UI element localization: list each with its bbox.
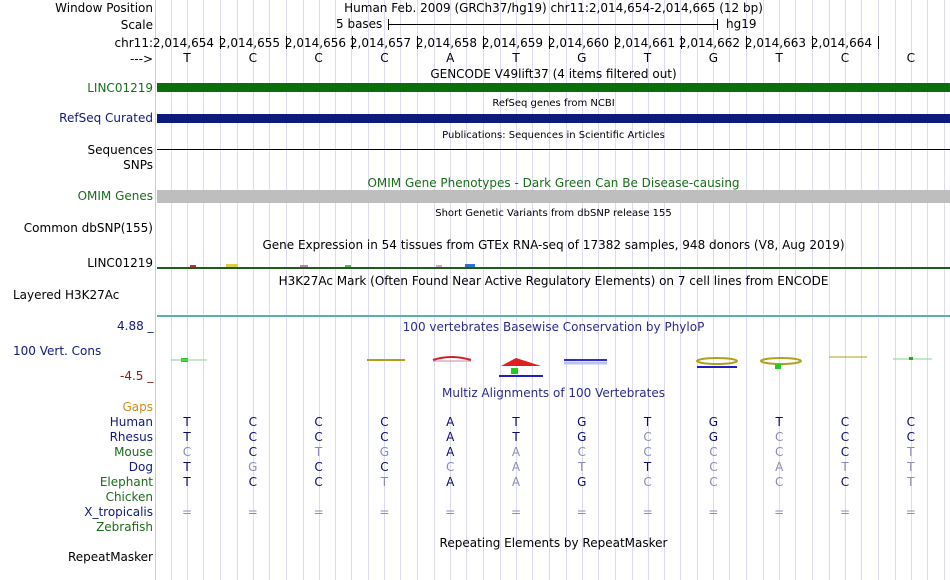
alignment-base: A: [446, 430, 455, 444]
gencode-feature-bar[interactable]: [157, 83, 950, 92]
scale-bar: [388, 24, 718, 25]
alignment-base: G: [577, 475, 587, 489]
species-label[interactable]: Elephant: [99, 475, 153, 489]
alignment-base: T: [643, 460, 652, 474]
species-label[interactable]: Chicken: [105, 490, 153, 504]
species-label[interactable]: Zebrafish: [96, 520, 153, 534]
repeatmasker-label[interactable]: RepeatMasker: [67, 550, 153, 564]
coordinate-label: 2,014,654: [152, 36, 214, 50]
alignment-base: T: [183, 475, 191, 489]
dna-base: T: [183, 51, 191, 65]
snps-label[interactable]: SNPs: [123, 158, 153, 172]
coordinate-label: 2,014,656: [284, 36, 346, 50]
alignment-base: C: [380, 430, 389, 444]
alignment-base: =: [905, 505, 916, 519]
phylop-value-mark: [433, 357, 471, 360]
repeatmasker-track-title[interactable]: Repeating Elements by RepeatMasker: [439, 536, 668, 550]
scale-bar-right-tick: [717, 19, 718, 30]
omim-track-title[interactable]: OMIM Gene Phenotypes - Dark Green Can Be Disease-causing: [367, 176, 740, 190]
alignment-base: C: [248, 445, 257, 459]
alignment-base: T: [183, 415, 191, 429]
alignment-base: T: [907, 445, 915, 459]
scale-bar-left-tick: [388, 19, 389, 30]
window-position-label: Window Position: [55, 1, 153, 15]
alignment-base: =: [313, 505, 324, 519]
alignment-base: T: [380, 475, 389, 489]
dna-base: T: [775, 51, 783, 65]
species-label[interactable]: Mouse: [114, 445, 153, 459]
dna-base: C: [840, 51, 850, 65]
alignment-base: T: [907, 460, 915, 474]
alignment-base: =: [445, 505, 456, 519]
phylop-value-mark: [761, 358, 801, 364]
species-label[interactable]: Dog: [128, 460, 153, 474]
alignment-base: G: [577, 430, 587, 444]
alignment-base: C: [774, 445, 784, 459]
position-header: Human Feb. 2009 (GRCh37/hg19) chr11:2,014,654-2,014,665 (12 bp): [344, 1, 763, 15]
gtex-track-title[interactable]: Gene Expression in 54 tissues from GTEx RNA-seq of 17382 samples, 948 donors (V8, Aug 2019): [262, 238, 845, 252]
gtex-item-label[interactable]: LINC01219: [87, 256, 153, 270]
gaps-label: Gaps: [122, 400, 153, 414]
dna-base: A: [446, 51, 455, 65]
coordinate-label: 2,014,663: [744, 36, 806, 50]
alignment-base: A: [511, 445, 521, 459]
scale-label: Scale: [120, 18, 153, 32]
phylop-value-mark: [511, 368, 518, 374]
alignment-base: A: [446, 445, 455, 459]
alignment-base: C: [445, 460, 455, 474]
alignment-base: C: [709, 460, 718, 474]
alignment-base: C: [840, 475, 850, 489]
dna-base: T: [643, 51, 652, 65]
gencode-track-title[interactable]: GENCODE V49lift37 (4 items filtered out): [430, 67, 677, 81]
alignment-base: T: [512, 415, 520, 429]
alignment-base: T: [183, 430, 191, 444]
coordinate-label: 2,014,659: [481, 36, 543, 50]
alignment-base: C: [380, 460, 389, 474]
coordinate-label: 2,014,655: [218, 36, 280, 50]
coordinate-tick: [878, 36, 879, 49]
label-divider: [155, 0, 156, 580]
gencode-item-label[interactable]: LINC01219: [87, 81, 153, 95]
alignment-base: =: [181, 505, 193, 519]
dna-base: C: [380, 51, 389, 65]
alignment-base: C: [182, 445, 192, 459]
alignment-base: C: [840, 415, 850, 429]
alignment-base: T: [578, 460, 586, 474]
assembly-text: hg19: [726, 17, 757, 31]
dna-base: T: [512, 51, 520, 65]
phylop-track-title[interactable]: 100 vertebrates Basewise Conservation by PhyloP: [402, 320, 705, 334]
alignment-base: C: [774, 475, 784, 489]
coordinate-label: 2,014,664: [810, 36, 872, 50]
vert-cons-label[interactable]: 100 Vert. Cons: [13, 344, 102, 358]
alignment-base: C: [248, 415, 257, 429]
refseq-label[interactable]: RefSeq Curated: [59, 111, 153, 125]
alignment-base: C: [709, 475, 718, 489]
multiz-track-title[interactable]: Multiz Alignments of 100 Vertebrates: [441, 386, 666, 400]
refseq-feature-bar[interactable]: [157, 114, 950, 123]
alignment-base: C: [709, 445, 718, 459]
alignment-base: C: [314, 460, 323, 474]
coordinate-label: 2,014,662: [678, 36, 740, 50]
alignment-base: T: [775, 415, 783, 429]
dbsnp-track-title[interactable]: Short Genetic Variants from dbSNP release 155: [435, 208, 672, 219]
phylop-signal: [157, 340, 950, 385]
refseq-track-title[interactable]: RefSeq genes from NCBI: [492, 98, 615, 109]
sequences-label[interactable]: Sequences: [87, 143, 153, 157]
alignment-base: A: [511, 460, 521, 474]
alignment-base: C: [643, 445, 652, 459]
alignment-base: C: [314, 430, 323, 444]
alignment-base: =: [247, 505, 258, 519]
phylop-value-mark: [775, 364, 781, 369]
alignment-base: T: [643, 415, 652, 429]
phylop-value-mark: [501, 358, 541, 366]
phylop-value-mark: [909, 357, 913, 360]
alignment-base: G: [577, 415, 587, 429]
alignment-base: T: [841, 460, 849, 474]
alignment-base: G: [708, 430, 719, 444]
alignment-base: =: [839, 505, 851, 519]
dna-base: C: [248, 51, 257, 65]
alignment-base: C: [840, 430, 850, 444]
omim-feature-bar[interactable]: [157, 190, 950, 203]
alignment-base: G: [708, 415, 719, 429]
alignment-base: G: [248, 460, 258, 474]
coordinate-label: 2,014,658: [415, 36, 477, 50]
omim-genes-label[interactable]: OMIM Genes: [77, 189, 153, 203]
phylop-value-mark: [697, 358, 737, 364]
dna-base: G: [577, 51, 587, 65]
alignment-base: C: [906, 430, 915, 444]
chr-label: chr11:: [114, 36, 153, 50]
alignment-base: =: [642, 505, 653, 519]
alignment-base: T: [907, 475, 915, 489]
publications-track-title[interactable]: Publications: Sequences in Scientific Articles: [442, 130, 665, 141]
alignment-base: =: [576, 505, 587, 519]
strand-arrow-label[interactable]: --->: [129, 52, 153, 66]
alignment-base: C: [774, 430, 784, 444]
cons-min-label: -4.5 _: [120, 369, 154, 383]
common-dbsnp-label[interactable]: Common dbSNP(155): [23, 221, 153, 235]
alignment-base: C: [577, 445, 586, 459]
alignment-base: T: [512, 430, 520, 444]
alignment-base: A: [446, 415, 455, 429]
alignment-base: G: [379, 445, 390, 459]
alignment-base: C: [840, 445, 850, 459]
alignment-base: C: [643, 475, 652, 489]
alignment-base: T: [183, 460, 191, 474]
dna-base: G: [708, 51, 719, 65]
dna-base: C: [314, 51, 323, 65]
dna-base: C: [906, 51, 915, 65]
alignment-base: =: [708, 505, 719, 519]
alignment-base: C: [380, 415, 389, 429]
alignment-base: =: [510, 505, 522, 519]
alignment-base: C: [906, 415, 915, 429]
alignment-base: =: [774, 505, 785, 519]
scale-text: 5 bases: [336, 17, 383, 31]
cons-max-label: 4.88 _: [117, 319, 154, 333]
alignment-base: C: [248, 475, 257, 489]
alignment-base: A: [511, 475, 521, 489]
alignment-base: C: [643, 430, 652, 444]
layered-h3k27ac-label[interactable]: Layered H3K27Ac: [13, 288, 120, 302]
alignment-base: T: [314, 445, 323, 459]
h3k27ac-signal: [157, 315, 950, 317]
alignment-base: C: [248, 430, 257, 444]
coordinate-label: 2,014,661: [613, 36, 675, 50]
coordinate-label: 2,014,660: [547, 36, 609, 50]
species-label[interactable]: Rhesus: [109, 430, 153, 444]
alignment-base: =: [379, 505, 390, 519]
alignment-base: C: [314, 475, 323, 489]
coordinate-label: 2,014,657: [349, 36, 411, 50]
alignment-base: A: [775, 460, 784, 474]
alignment-base: A: [446, 475, 455, 489]
sequences-line: [157, 149, 950, 150]
h3k27ac-track-title[interactable]: H3K27Ac Mark (Often Found Near Active Regulatory Elements) on 7 cell lines from ENCODE: [278, 274, 829, 288]
alignment-base: C: [314, 415, 323, 429]
species-label[interactable]: Human: [109, 415, 153, 429]
species-label[interactable]: X_tropicalis: [84, 505, 153, 519]
gtex-baseline: [157, 267, 950, 269]
